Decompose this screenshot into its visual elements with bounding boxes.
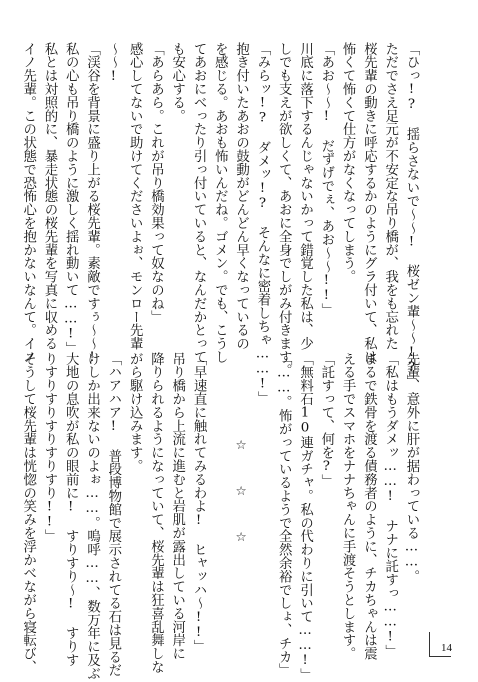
upper-text-line: 「あお〜〜! だずげでぇ、あお〜〜!!」 <box>318 42 334 317</box>
page-number-baseline <box>429 656 451 657</box>
lower-text-line: 「ハアハア! 普段博物館で展示されてる石は見るだ <box>105 352 121 677</box>
lower-text-line <box>209 352 230 637</box>
lower-text-line: える手でスマホをナナちゃんに手渡そうとします。 <box>340 352 356 661</box>
lower-text-line: りすりすりすりすりすり!!」 <box>41 352 57 543</box>
upper-text-line: 「ひっ!? 揺らさないで〜〜! 桜ゼン輩〜〜!?」 <box>404 42 419 389</box>
upper-text-line: イノ先輩。この状態で恐怖心を抱かないなんて。イノ <box>20 42 36 364</box>
lower-text-block <box>17 352 422 682</box>
upper-text-line: 桜先輩の動きに呼応するかのようにグラ付いて、私は <box>361 42 377 364</box>
upper-text-line: 感心してないで助けてくださいよぉ、モンロー先輩 <box>127 42 143 351</box>
upper-text-line: 私の心も吊り橋のように激しく揺れ動いて……!」 <box>63 42 79 355</box>
lower-text-line: 大地の息吹が私の眼前に! すりすり〜! すりす <box>63 352 79 667</box>
upper-text-line: を感じる。あおも怖いんだね。ゴメン。でも、こうし <box>212 42 228 364</box>
upper-text-line: 「みらッ!? ダメッ!? そんなに密着しちゃ……!」 <box>254 42 270 405</box>
lower-text-line: 「早速直に触れてみるわよ! ヒャッハ〜!!」 <box>191 352 207 654</box>
upper-text-line: 「あらあら。これが吊り橋効果って奴なのね」 <box>148 42 164 324</box>
lower-text-line: 吊り橋から上流に進むと岩肌が露出している河岸に <box>169 352 185 661</box>
lower-text-line: そうして桜先輩は恍惚の笑みを浮かべながら寝転び、 <box>20 352 36 674</box>
page-number: 14 <box>441 642 452 654</box>
upper-text-line: 抱き付いたあおの鼓動がどんどん早くなっているの <box>233 42 249 351</box>
upper-text-line: 「渓谷を背景に盛り上がる桜先輩。素敵ですぅ〜〜! <box>84 42 100 366</box>
lower-text-line: 先輩、意外に肝が据わっている……。 <box>404 352 419 583</box>
lower-text-line: 「……。怖がっているようで全然余裕でしょ、チカ」 <box>276 352 292 677</box>
upper-text-line: も安心する。 <box>169 42 185 123</box>
upper-text-line: 川底に落下するんじゃないかって錯覚した私は、少 <box>297 42 313 351</box>
lower-text-line: がら駆け込みます。 <box>127 352 143 473</box>
upper-text-line: 〜〜! <box>105 42 121 84</box>
upper-text-line: しでも支えが欲しくて、あおに全身でしがみ付きます。 <box>276 42 292 377</box>
lower-text-line: 「託すって、何を?」 <box>318 352 334 488</box>
lower-text-line: けしか出来ないのよぉ……。嗚呼……、数万年に及ぶ <box>84 352 100 680</box>
upper-text-block <box>17 42 422 405</box>
lower-text-line: まるで鉄骨を渡る債務者のように、チカちゃんは震 <box>361 352 377 661</box>
upper-text-line: てあおにべったり引っ付いていると、なんだかとって <box>191 42 207 364</box>
lower-text-line <box>252 352 273 637</box>
section-break-stars: ☆ ☆ ☆ <box>233 437 249 552</box>
upper-text-line: 怖くて怖くて仕方がなくなってしまう。 <box>340 42 356 284</box>
lower-text-line: 降りられるようになっていて、桜先輩は狂喜乱舞しな <box>148 352 164 674</box>
upper-text-line: ただでさえ足元が不安定な吊り橋が、我をも忘れた <box>382 42 398 351</box>
upper-text-line: 私とは対照的に、暴走状態の桜先輩を写真に収める <box>41 42 57 351</box>
lower-text-line: 「無料石10連ガチャ。私の代わりに引いて……!」 <box>297 352 313 682</box>
lower-text-line: 「私はもうダメッ……! ナナに託すっ……!」 <box>382 352 398 658</box>
